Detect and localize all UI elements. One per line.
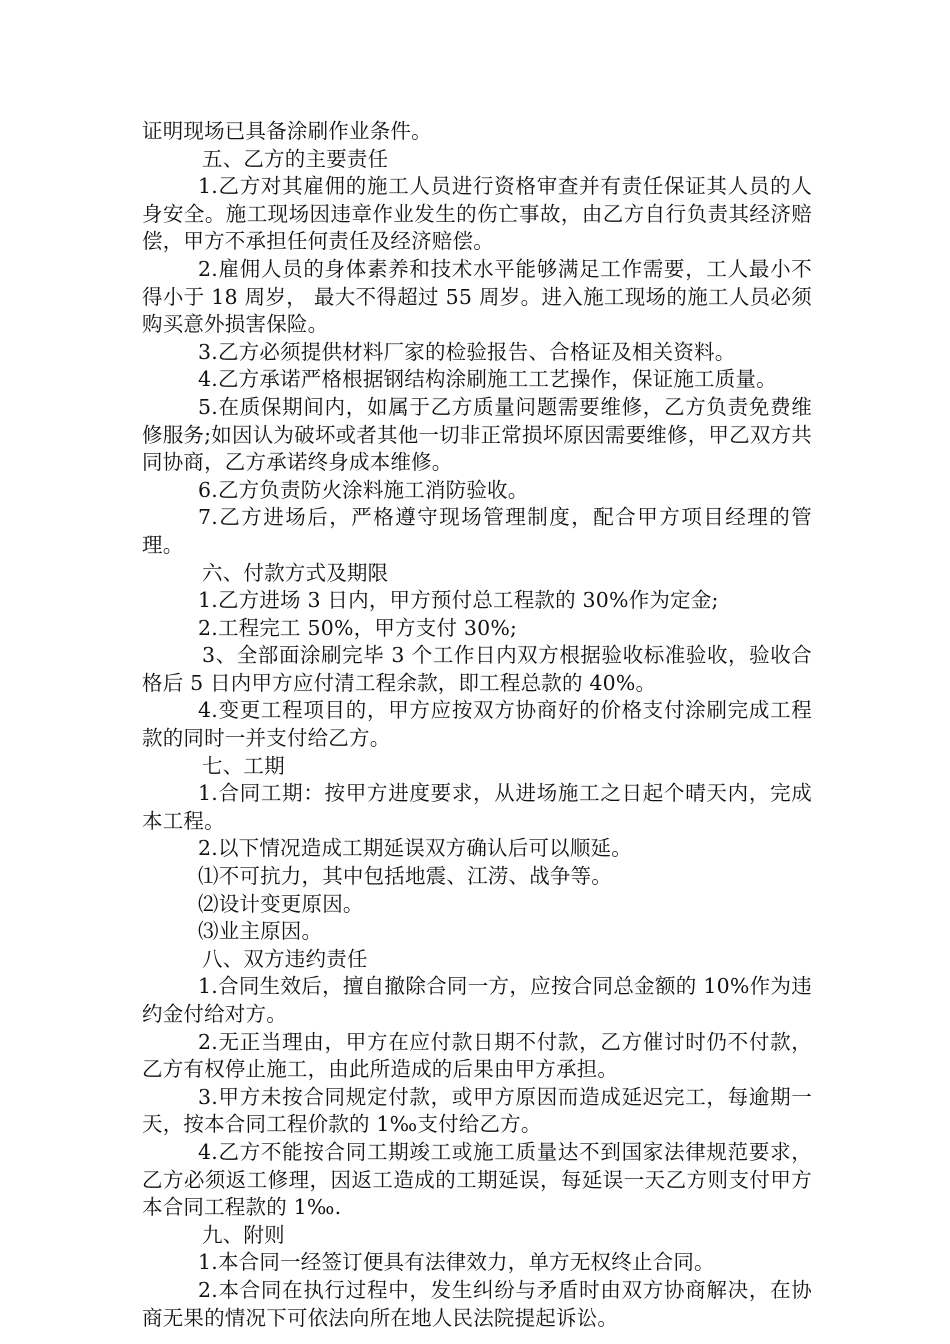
clause-8-2: 2.无正当理由，甲方在应付款日期不付款，乙方催讨时仍不付款，乙方有权停止施工，由此所造成的后果由甲方承担。: [142, 1029, 812, 1082]
clause-6-4: 4.变更工程项目的，甲方应按双方协商好的价格支付涂刷完成工程款的同时一并支付给乙方。: [142, 698, 812, 751]
clause-6-3: 3、全部面涂刷完毕 3 个工作日内双方根据验收标准验收，验收合格后 5 日内甲方应付清工程余款，即工程总款的 40%。: [142, 643, 812, 695]
clause-8-1: 1.合同生效后，擅自撤除合同一方，应按合同总金额的 10%作为违约金付给对方。: [142, 974, 812, 1026]
clause-5-5: 5.在质保期间内，如属于乙方质量问题需要维修，乙方负责免费维修服务;如因认为破坏或者其他一切非正常损坏原因需要维修，甲乙双方共同协商，乙方承诺终身成本维修。: [142, 394, 812, 475]
clause-9-1: 1.本合同一经签订便具有法律效力，单方无权终止合同。: [198, 1250, 715, 1275]
clause-5-7: 7.乙方进场后，严格遵守现场管理制度，配合甲方项目经理的管理。: [142, 505, 812, 557]
clause-6-2: 2.工程完工 50%，甲方支付 30%;: [198, 615, 518, 640]
section-heading-9: 九、附则: [202, 1222, 285, 1247]
clause-7-2: 2.以下情况造成工期延误双方确认后可以顺延。: [198, 836, 632, 861]
clause-8-4: 4.乙方不能按合同工期竣工或施工质量达不到国家法律规范要求，乙方必须返工修理，因返工造成的工期延误，每延误一天乙方则支付甲方本合同工程款的 1‰.: [142, 1139, 812, 1220]
clause-5-4: 4.乙方承诺严格根据钢结构涂刷施工工艺操作，保证施工质量。: [198, 367, 777, 392]
clause-7-2-b: ⑵设计变更原因。: [198, 891, 364, 916]
clause-5-6: 6.乙方负责防火涂料施工消防验收。: [198, 477, 529, 502]
clause-5-3: 3.乙方必须提供材料厂家的检验报告、合格证及相关资料。: [198, 339, 736, 364]
clause-5-2: 2.雇佣人员的身体素养和技术水平能够满足工作需要，工人最小不得小于 18 周岁， 最大不得超过 55 周岁。进入施工现场的施工人员必须购买意外损害保险。: [142, 256, 812, 337]
section-heading-6: 六、付款方式及期限: [202, 560, 389, 585]
section-heading-7: 七、工期: [202, 753, 285, 778]
section-heading-8: 八、双方违约责任: [202, 946, 368, 971]
section-heading-5: 五、乙方的主要责任: [202, 146, 389, 171]
clause-9-2: 2.本合同在执行过程中，发生纠纷与矛盾时由双方协商解决，在协商无果的情况下可依法向所在地人民法院提起诉讼。: [142, 1277, 812, 1330]
clause-7-1: 1.合同工期：按甲方进度要求，从进场施工之日起个晴天内，完成本工程。: [142, 781, 812, 833]
clause-6-1: 1.乙方进场 3 日内，甲方预付总工程款的 30%作为定金;: [198, 588, 719, 613]
clause-7-2-c: ⑶业主原因。: [198, 919, 323, 944]
clause-8-3: 3.甲方未按合同规定付款，或甲方原因而造成延迟完工，每逾期一天，按本合同工程价款的 1‰支付给乙方。: [142, 1084, 812, 1137]
clause-7-2-a: ⑴不可抗力，其中包括地震、江涝、战争等。: [198, 864, 612, 889]
document-body: [142, 118, 812, 1332]
clause-5-1: 1.乙方对其雇佣的施工人员进行资格审查并有责任保证其人员的人身安全。施工现场因违章作业发生的伤亡事故，由乙方自行负责其经济赔偿，甲方不承担任何责任及经济赔偿。: [142, 174, 812, 254]
continued-text: 证明现场已具备涂刷作业条件。: [142, 119, 432, 143]
